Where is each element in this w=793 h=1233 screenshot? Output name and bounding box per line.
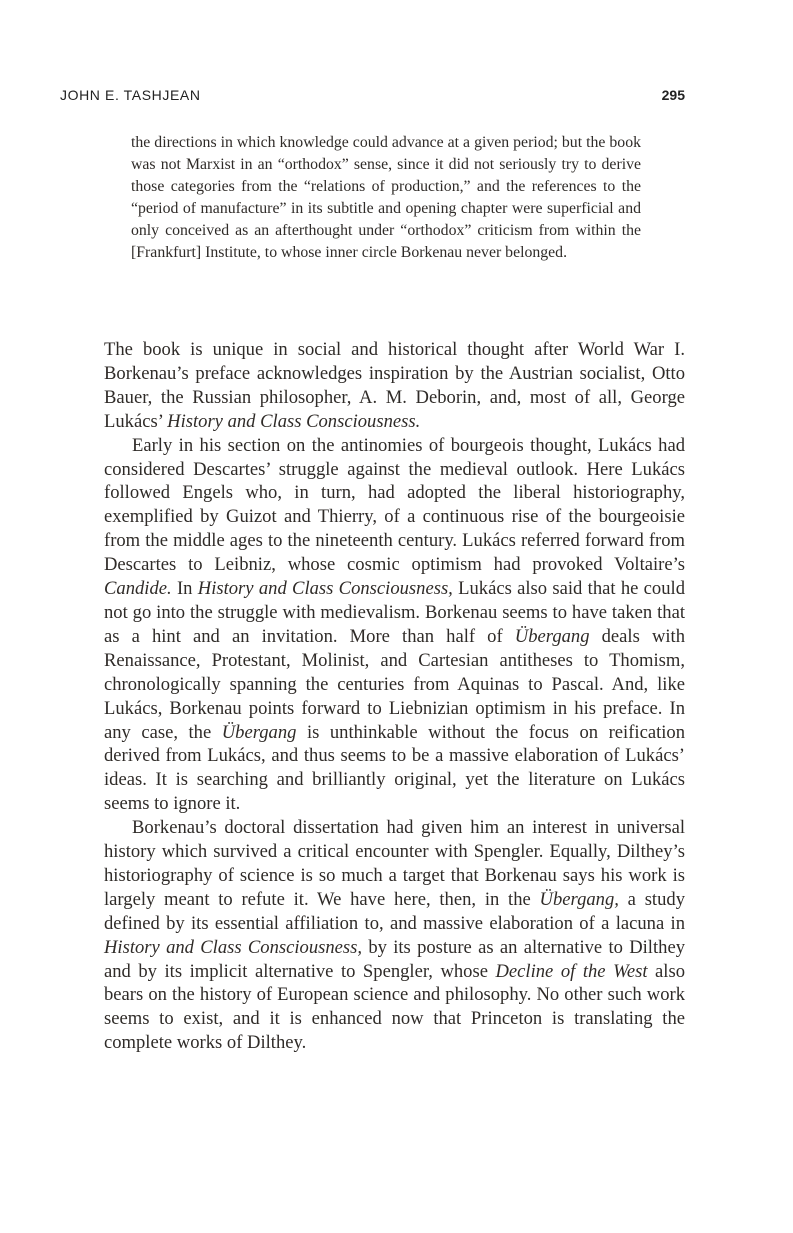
book-title-history-and-class-consciousness: History and Class Consciousness, <box>104 936 363 958</box>
block-quotation-text: the directions in which knowledge could advance at a given period; but the book was not Marxist in an “orthodox” sense, since it did not seriously try to derive those categories from the “relations of production,” and the references to the “period of manufacture” in its subtitle and opening chapter were superficial and only conceived as an afterthought under “orthodox” criticism from within the [Frankfurt] Institute, to whose inner circle Borkenau never belonged. <box>131 134 641 262</box>
running-header <box>60 87 685 107</box>
running-head-author: JOHN E. TASHJEAN <box>60 87 201 103</box>
paragraph-2 <box>104 434 685 817</box>
book-title-ubergang: Übergang, <box>539 888 619 910</box>
book-title-ubergang: Übergang <box>514 625 590 647</box>
paragraph-3-text-4: also bears on the history of European science and philosophy. No other such work seems to exist, and it is enhanced now that Princeton is translating the complete works of Dilthey. <box>104 960 685 1054</box>
paragraph-2-text-5: is unthinkable without the focus on reification derived from Lukács, and thus seems to be a massive elaboration of Lukács’ ideas. It is searching and brilliantly original, yet the literature on Lukács seems to ignore it. <box>104 721 685 815</box>
paragraph-1-text-1: The book is unique in social and historical thought after World War I. Borkenau’s preface acknowledges inspiration by the Austrian socialist, Otto Bauer, the Russian philosopher, A. M. Deborin, and, most of all, George Lukács’ <box>104 339 685 432</box>
paragraph-2-text-4: deals with Renaissance, Protestant, Molinist, and Cartesian antitheses to Thomism, chronologically spanning the centuries from Aquinas to Pascal. And, like Lukács, Borkenau points forward to Liebnizian optimism in his preface. In any case, the <box>104 625 686 743</box>
paragraph-3-text-3: by its posture as an alternative to Dilthey and by its implicit alternative to Spengler, whose <box>104 936 685 982</box>
book-title-history-and-class-consciousness: History and Class Consciousness. <box>167 410 421 432</box>
paragraph-3 <box>104 816 685 1055</box>
paragraph-1 <box>104 338 685 434</box>
book-title-ubergang: Übergang <box>221 721 297 743</box>
paragraph-3-text-1: Borkenau’s doctoral dissertation had given him an interest in universal history which survived a critical encounter with Spengler. Equally, Dilthey’s historiography of science is so much a target that Borkenau says his work is largely meant to refute it. We have here, then, in the <box>104 817 685 910</box>
book-title-decline-of-the-west: Decline of the West <box>495 960 648 982</box>
paragraph-2-text-1: Early in his section on the antinomies of bourgeois thought, Lukács had considered Descartes’ struggle against the medieval outlook. Here Lukács followed Engels who, in turn, had adopted the liberal historiography, exemplified by Guizot and Thierry, of a continuous rise of the bourgeoisie from the middle ages to the nineteenth century. Lukács referred forward from Descartes to Leibniz, whose cosmic optimism had provoked Voltaire’s <box>104 434 685 576</box>
body-text <box>104 338 685 1055</box>
paragraph-3-text-2: a study defined by its essential affiliation to, and massive elaboration of a lacuna in <box>104 888 685 934</box>
book-title-history-and-class-consciousness: History and Class Consciousness, <box>197 578 453 600</box>
paragraph-2-text-3: Lukács also said that he could not go into the struggle with medievalism. Borkenau seems to have taken that as a hint and an invitation. More than half of <box>104 578 685 647</box>
block-quotation <box>131 132 641 265</box>
paragraph-2-text-2: In <box>171 578 198 600</box>
book-title-candide: Candide. <box>104 578 172 600</box>
page-number: 295 <box>661 87 685 103</box>
